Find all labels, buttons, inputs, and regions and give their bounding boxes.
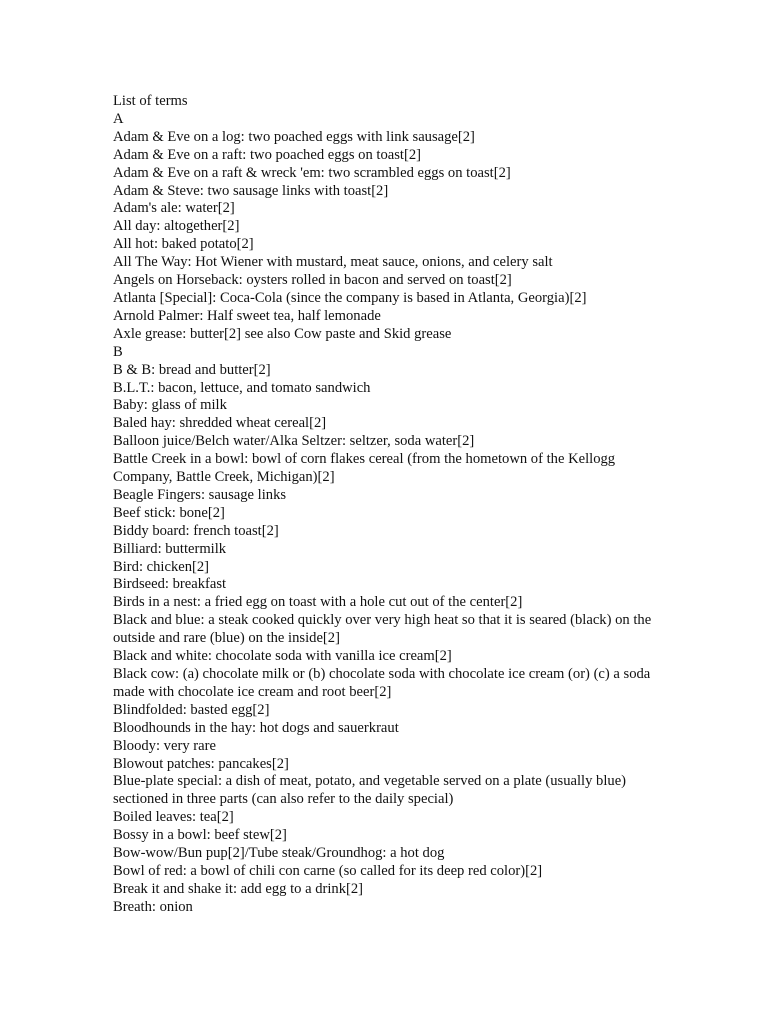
list-item: Break it and shake it: add egg to a drink[2] — [113, 880, 364, 897]
list-item: Adam & Eve on a raft: two poached eggs on toast[2] — [113, 146, 422, 163]
list-item: Bloody: very rare — [113, 737, 216, 754]
list-item: Bow-wow/Bun pup[2]/Tube steak/Groundhog: a hot dog — [113, 845, 445, 862]
section-heading-a: A — [113, 110, 124, 127]
list-item: Beagle Fingers: sausage links — [113, 486, 287, 503]
list-item: Bloodhounds in the hay: hot dogs and sauerkraut — [113, 719, 399, 736]
list-item: Axle grease: butter[2] see also Cow paste and Skid grease — [113, 325, 452, 342]
document-body — [113, 93, 653, 917]
list-item: Biddy board: french toast[2] — [113, 522, 279, 539]
list-item: Arnold Palmer: Half sweet tea, half lemonade — [113, 307, 381, 324]
list-item: Balloon juice/Belch water/Alka Seltzer: seltzer, soda water[2] — [113, 433, 475, 450]
list-item: Bossy in a bowl: beef stew[2] — [113, 827, 287, 844]
list-item: Bird: chicken[2] — [113, 558, 210, 575]
list-item: Billiard: buttermilk — [113, 540, 227, 557]
page-title: List of terms — [113, 93, 188, 109]
section-heading-b: B — [113, 343, 123, 360]
list-item: Blue-plate special: a dish of meat, potato, and vegetable served on a plate (usually blue) sectioned in three parts (can also refer to the daily special) — [113, 773, 627, 808]
list-item: Black and white: chocolate soda with vanilla ice cream[2] — [113, 648, 452, 665]
list-item: All day: altogether[2] — [113, 218, 240, 235]
list-item: Bowl of red: a bowl of chili con carne (so called for its deep red color)[2] — [113, 862, 543, 879]
list-item: Adam & Steve: two sausage links with toast[2] — [113, 182, 389, 199]
list-item: Atlanta [Special]: Coca-Cola (since the company is based in Atlanta, Georgia)[2] — [113, 289, 587, 306]
list-item: Boiled leaves: tea[2] — [113, 809, 234, 826]
list-item: Adam & Eve on a log: two poached eggs with link sausage[2] — [113, 128, 475, 145]
list-item: Blindfolded: basted egg[2] — [113, 701, 270, 718]
list-item: Beef stick: bone[2] — [113, 504, 225, 521]
list-item: Blowout patches: pancakes[2] — [113, 755, 289, 772]
list-item: Adam's ale: water[2] — [113, 200, 235, 217]
list-item: Adam & Eve on a raft & wreck 'em: two scrambled eggs on toast[2] — [113, 164, 511, 181]
list-item: All hot: baked potato[2] — [113, 236, 254, 253]
list-item: Black cow: (a) chocolate milk or (b) chocolate soda with chocolate ice cream (or) (c) a soda made with chocolate ice cream and root beer[2] — [113, 666, 651, 700]
list-item: Birdseed: breakfast — [113, 576, 227, 593]
list-item: Birds in a nest: a fried egg on toast with a hole cut out of the center[2] — [113, 594, 523, 611]
list-item: Black and blue: a steak cooked quickly over very high heat so that it is seared (black) on the outside and rare (blue) on the inside[2] — [113, 612, 652, 647]
list-item: Breath: onion — [113, 898, 193, 915]
list-item: Angels on Horseback: oysters rolled in bacon and served on toast[2] — [113, 272, 512, 289]
list-item: B & B: bread and butter[2] — [113, 361, 271, 378]
list-item: Battle Creek in a bowl: bowl of corn flakes cereal (from the hometown of the Kellogg Company, Battle Creek, Michigan)[2] — [113, 451, 616, 486]
list-item: All The Way: Hot Wiener with mustard, meat sauce, onions, and celery salt — [113, 254, 553, 271]
list-item: Baby: glass of milk — [113, 397, 227, 414]
list-item: B.L.T.: bacon, lettuce, and tomato sandwich — [113, 379, 371, 396]
list-item: Baled hay: shredded wheat cereal[2] — [113, 415, 327, 432]
